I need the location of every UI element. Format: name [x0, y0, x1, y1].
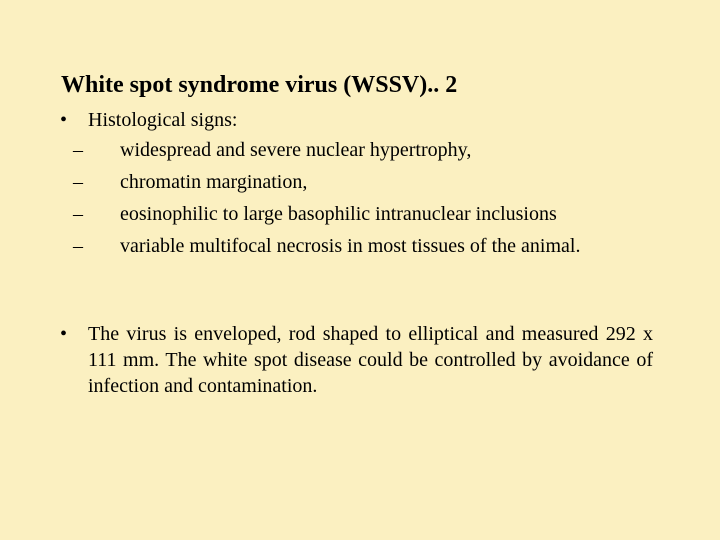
- bullet-text: The virus is enveloped, rod shaped to elliptical and measured 292 x 111 mm. The white spot disease could be controlled by avoidance of infection and contamination.: [88, 323, 653, 397]
- sub-bullet-text: chromatin margination,: [120, 171, 308, 193]
- dash-marker: –: [73, 139, 83, 161]
- sub-bullet-item: [60, 137, 653, 163]
- dash-marker: –: [73, 203, 83, 225]
- sub-bullet-text: widespread and severe nuclear hypertrophy,: [120, 139, 472, 161]
- bullet-virus-description: [60, 321, 653, 399]
- sub-bullet-item: [60, 233, 653, 259]
- bullet-histological-signs: [60, 107, 653, 265]
- bullet-text: Histological signs:: [88, 109, 238, 131]
- slide-title: White spot syndrome virus (WSSV).. 2: [61, 72, 458, 98]
- sub-bullet-text: eosinophilic to large basophilic intranuclear inclusions: [120, 203, 557, 225]
- bullet-marker: •: [60, 109, 68, 131]
- sub-bullet-list: [60, 137, 653, 259]
- sub-bullet-item: [60, 169, 653, 195]
- sub-bullet-item: [60, 201, 653, 227]
- sub-bullet-text: variable multifocal necrosis in most tissues of the animal.: [120, 235, 581, 257]
- dash-marker: –: [73, 235, 83, 257]
- dash-marker: –: [73, 171, 83, 193]
- bullet-marker: •: [60, 323, 68, 345]
